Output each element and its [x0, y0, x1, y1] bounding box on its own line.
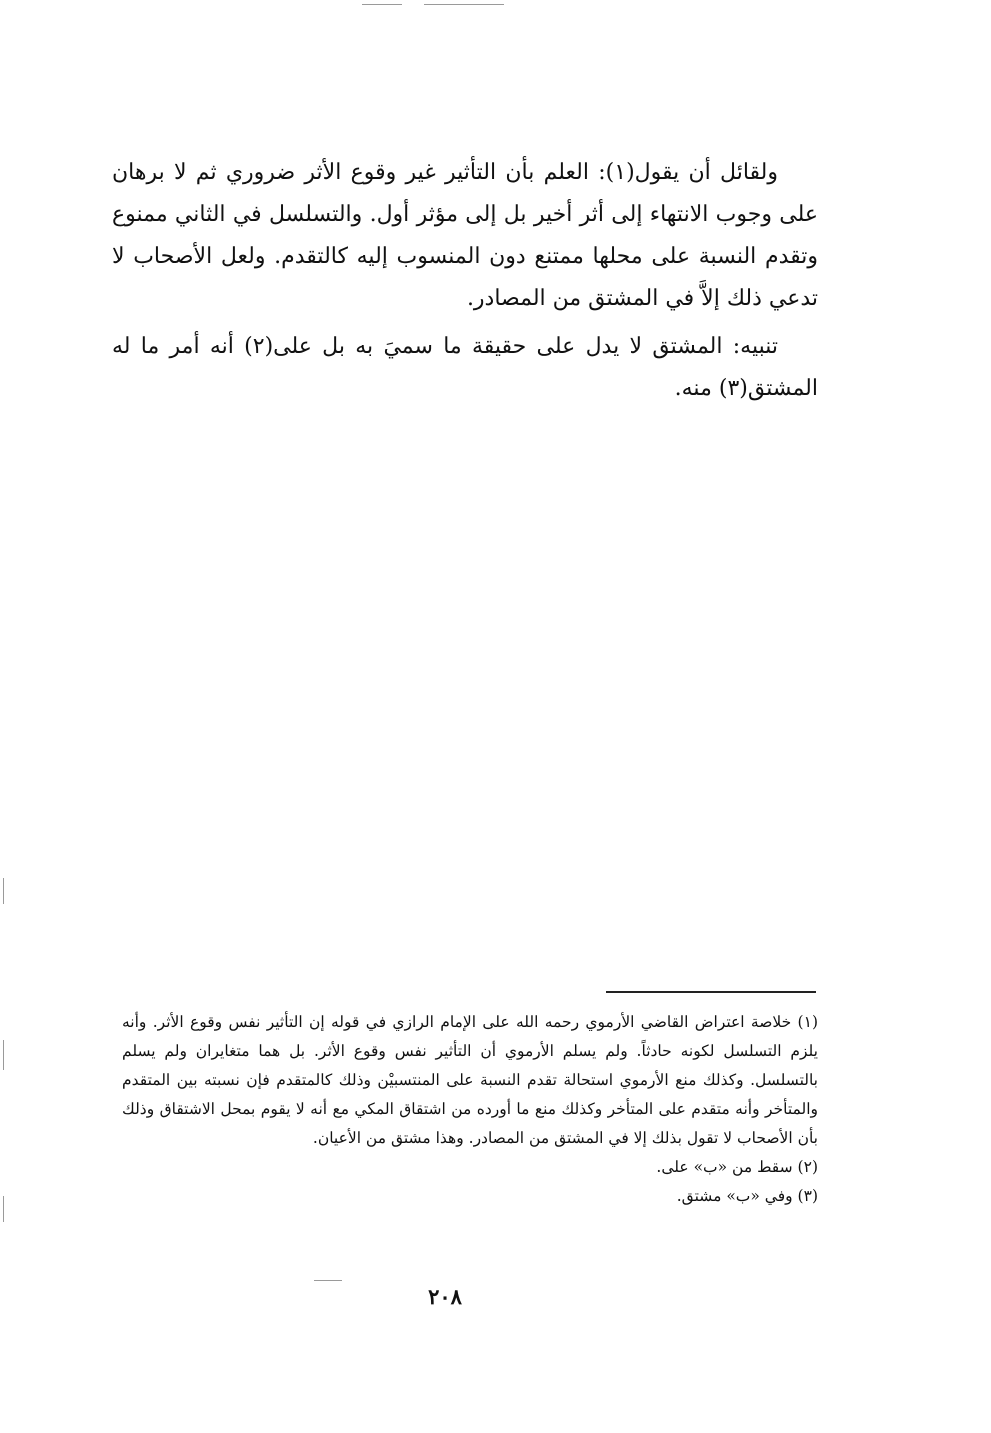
scan-artifact-top-2 — [424, 4, 504, 5]
scan-artifact-left-3 — [3, 1196, 4, 1222]
footnote-1: (١) خلاصة اعتراض القاضي الأرموي رحمه الله على الإمام الرازي في قوله إن التأثير نفس وقوع الأثر. وأنه يلزم التسلسل لكونه حادثاً. ولم يسلم الأرموي أن التأثير نفس وقوع الأثر. بل هما متغايران ولم يسلم بالتسلسل. وكذلك منع الأرموي استحالة تقدم النسبة على المنتسبيْن وذلك كالمتقدم فإن نسبته بين المتقدم والمتأخر وأنه متقدم على المتأخر وكذلك منع ما أورده من اشتقاق المكي مع أنه لا يقوم بمحل الاشتقاق وذلك بأن الأصحاب لا تقول بذلك إلا في المشتق من المصادر. وهذا مشتق من الأعيان. — [122, 1013, 818, 1147]
main-paragraph-1: ولقائل أن يقول(١): العلم بأن التأثير غير وقوع الأثر ضروري ثم لا برهان على وجوب الانتهاء إلى أثر أخير بل إلى مؤثر أول. والتسلسل في الثاني ممنوع وتقدم النسبة على محلها ممتنع دون المنسوب إليه كالتقدم. ولعل الأصحاب لا تدعي ذلك إلاَّ في المشتق من المصادر. — [112, 160, 818, 311]
scan-artifact-left-1 — [3, 878, 4, 904]
main-text — [112, 152, 818, 416]
page-number: ٢٠٨ — [428, 1284, 462, 1309]
footnote-2: (٢) سقط من «ب» على. — [656, 1158, 818, 1176]
scan-artifact-top-1 — [362, 4, 402, 5]
main-paragraph-2: تنبيه: المشتق لا يدل على حقيقة ما سميَ به بل على(٢) أنه أمر ما له المشتق(٣) منه. — [112, 334, 818, 401]
scan-artifact-left-2 — [3, 1040, 4, 1070]
footnote-3: (٣) وفي «ب» مشتق. — [676, 1187, 818, 1205]
scan-artifact-bottom — [314, 1280, 342, 1281]
footnote-separator — [606, 991, 816, 993]
footnotes — [122, 1008, 818, 1211]
